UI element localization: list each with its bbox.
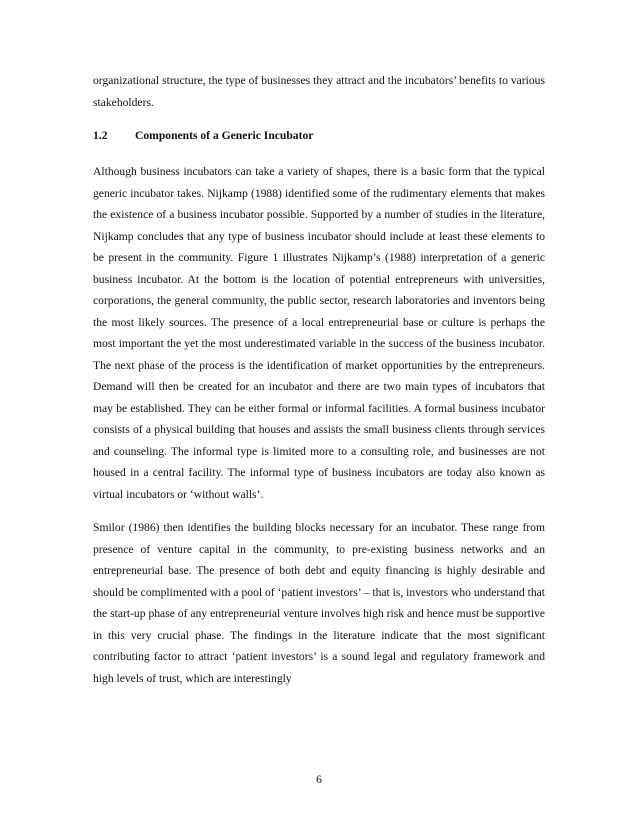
intro-paragraph: organizational structure, the type of businesses they attract and the incubators’ benefits to various stakeholders. — [93, 74, 545, 109]
page-number: 6 — [316, 773, 322, 786]
section-title: Components of a Generic Incubator — [135, 129, 314, 142]
section-heading — [93, 125, 545, 147]
body-paragraph-2: Smilor (1986) then identifies the building blocks necessary for an incubator. These range from presence of venture capital in the community, to pre-existing business networks and an entrepreneurial base. The presence of both debt and equity financing is highly desirable and should be complimented with a pool of ‘patient investors’ – that is, investors who understand that the start-up phase of any entrepreneurial venture involves high risk and hence must be supportive in this very crucial phase. The findings in the literature indicate that the most significant contributing factor to attract ‘patient investors’ is a sound legal and regulatory framework and high levels of trust, which are interestingly — [93, 521, 545, 685]
section-number: 1.2 — [93, 129, 108, 142]
body-paragraph-1: Although business incubators can take a variety of shapes, there is a basic form that the typical generic incubator takes. Nijkamp (1988) identified some of the rudimentary elements that makes the existence of a business incubator possible. Supported by a number of studies in the literature, Nijkamp concludes that any type of business incubator should include at least these elements to be present in the community. Figure 1 illustrates Nijkamp’s (1988) interpretation of a generic business incubator. At the bottom is the location of potential entrepreneurs with universities, corporations, the general community, the public sector, research laboratories and inventors being the most likely sources. The presence of a local entrepreneurial base or culture is perhaps the most important the yet the most underestimated variable in the success of the business incubator. The next phase of the process is the identification of market opportunities by the entrepreneurs. Demand will then be created for an incubator and there are two main types of incubators that may be established. They can be either formal or informal facilities. A formal business incubator consists of a physical building that houses and assists the small business clients through services and counseling. The informal type is limited more to a consulting role, and businesses are not housed in a central facility. The informal type of business incubators are today also known as virtual incubators or ‘without walls’. — [93, 165, 545, 501]
page-content — [93, 70, 545, 689]
